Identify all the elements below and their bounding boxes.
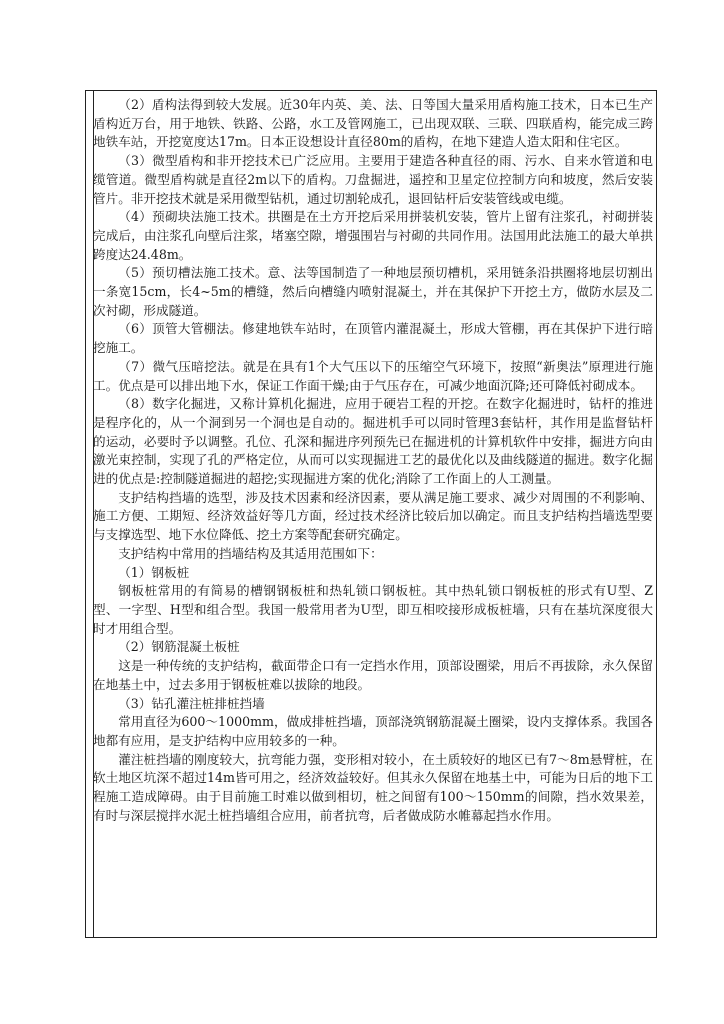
paragraph-retaining-selection: 支护结构挡墙的选型，涉及技术因素和经济因素，要从满足施工要求、减少对周围的不利影响、施工方便、工期短、经济效益好等几方面，经过技术经济比较后加以确定。而且支护结构挡墙选型要与支撑选型、地下水位降低、挖土方案等配套研究确定。 <box>93 489 653 543</box>
paragraph-precast-block: （4）预砌块法施工技术。拱圈是在土方开挖后采用拼装机安装，管片上留有注浆孔，衬砌拼装完成后，由注浆孔向壁后注浆，堵塞空隙，增强围岩与衬砌的共同作用。法国用此法施工的最大单拱跨度达24.48m。 <box>93 209 653 262</box>
paragraph-micro-pressure: （7）微气压暗挖法。就是在具有1个大气压以下的压缩空气环境下，按照“新奥法”原理进行施工。优点是可以排出地下水，保证工作面干燥;由于气压存在，可减少地面沉降;还可降低衬砌成本。 <box>93 358 653 393</box>
paragraph-precut-groove: （5）预切槽法施工技术。意、法等国制造了一种地层预切槽机，采用链条沿拱圈将地层切割出一条宽15cm，长4~5m的槽缝，然后向槽缝内喷射混凝土，并在其保护下开挖土方，做防水层及二次衬砌，形成隧道。 <box>93 265 653 318</box>
paragraph-bored-pile-wall: 常用直径为600～1000mm，做成排桩挡墙，顶部浇筑钢筋混凝土圈梁，设内支撑体系。我国各地都有应用，是支护结构中应用较多的一种。 <box>93 714 653 748</box>
paragraph-pipe-roof: （6）顶管大管棚法。修建地铁车站时，在顶管内灌混凝土，形成大管棚，再在其保护下进行暗挖施工。 <box>93 321 653 356</box>
document-body <box>93 96 653 825</box>
heading-bored-pile-wall: （3）钻孔灌注桩排桩挡墙 <box>118 695 265 711</box>
paragraph-cast-pile-wall: 灌注桩挡墙的刚度较大，抗弯能力强，变形相对较小，在土质较好的地区已有7～8m悬臂桩，在软土地区坑深不超过14m皆可用之，经济效益较好。但其永久保留在地基土中，可能为日后的地下工程施工造成障碍。由于目前施工时难以做到相切，桩之间留有100～150mm的间隙，挡水效果差，有时与深层搅拌水泥土桩挡墙组合应用，前者抗弯，后者做成防水帷幕起挡水作用。 <box>93 751 653 823</box>
paragraph-shield-method: （2）盾构法得到较大发展。近30年内英、美、法、日等国大量采用盾构施工技术，日本已生产盾构近万台，用于地铁、铁路、公路，水工及管网施工，已出现双联、三联、四联盾构，能完成三跨地铁车站，开挖宽度达17m。日本正设想设计直径80m的盾构，在地下建造人造太阳和住宅区。 <box>93 97 653 150</box>
paragraph-digital-tunneling: （8）数字化掘进，又称计算机化掘进，应用于硬岩工程的开挖。在数字化掘进时，钻杆的推进是程序化的，从一个洞到另一个洞也是自动的。掘进机手可以同时管理3套钻杆，其作用是监督钻杆的运动，必要时予以调整。孔位、孔深和掘进序列预先已在掘进机的计算机软件中安排，掘进方向由激光束控制，实现了孔的严格定位，从而可以实现掘进工艺的最优化以及曲线隧道的掘进。数字化掘进的优点是:控制隧道掘进的超挖;实现掘进方案的优化;消除了工作面上的人工测量。 <box>93 396 653 487</box>
paragraph-retaining-intro: 支护结构中常用的挡墙结构及其适用范围如下： <box>118 545 383 561</box>
paragraph-steel-sheet-pile: 钢板桩常用的有简易的槽钢钢板桩和热轧锁口钢板桩。其中热轧锁口钢板桩的形式有U型、Z型、一字型、H型和组合型。我国一般常用者为U型，即互相咬接形成板桩墙，只有在基坑深度很大时才用组合型。 <box>93 583 653 636</box>
heading-rc-sheet-pile: （2）钢筋混凝土板桩 <box>118 639 240 655</box>
heading-steel-sheet-pile: （1）钢板桩 <box>118 564 190 580</box>
paragraph-rc-sheet-pile: 这是一种传统的支护结构，截面带企口有一定挡水作用，顶部设圈梁，用后不再拔除，永久保留在地基土中，过去多用于钢板桩难以拔除的地段。 <box>93 658 653 692</box>
paragraph-micro-shield: （3）微型盾构和非开挖技术已广泛应用。主要用于建造各种直径的雨、污水、自来水管道和电缆管道。微型盾构就是直径2m以下的盾构。刀盘掘进，遥控和卫星定位控制方向和坡度，然后安装管片。非开挖技术就是采用微型钻机，通过切割轮成孔，退回钻杆后安装管线或电缆。 <box>93 153 653 206</box>
